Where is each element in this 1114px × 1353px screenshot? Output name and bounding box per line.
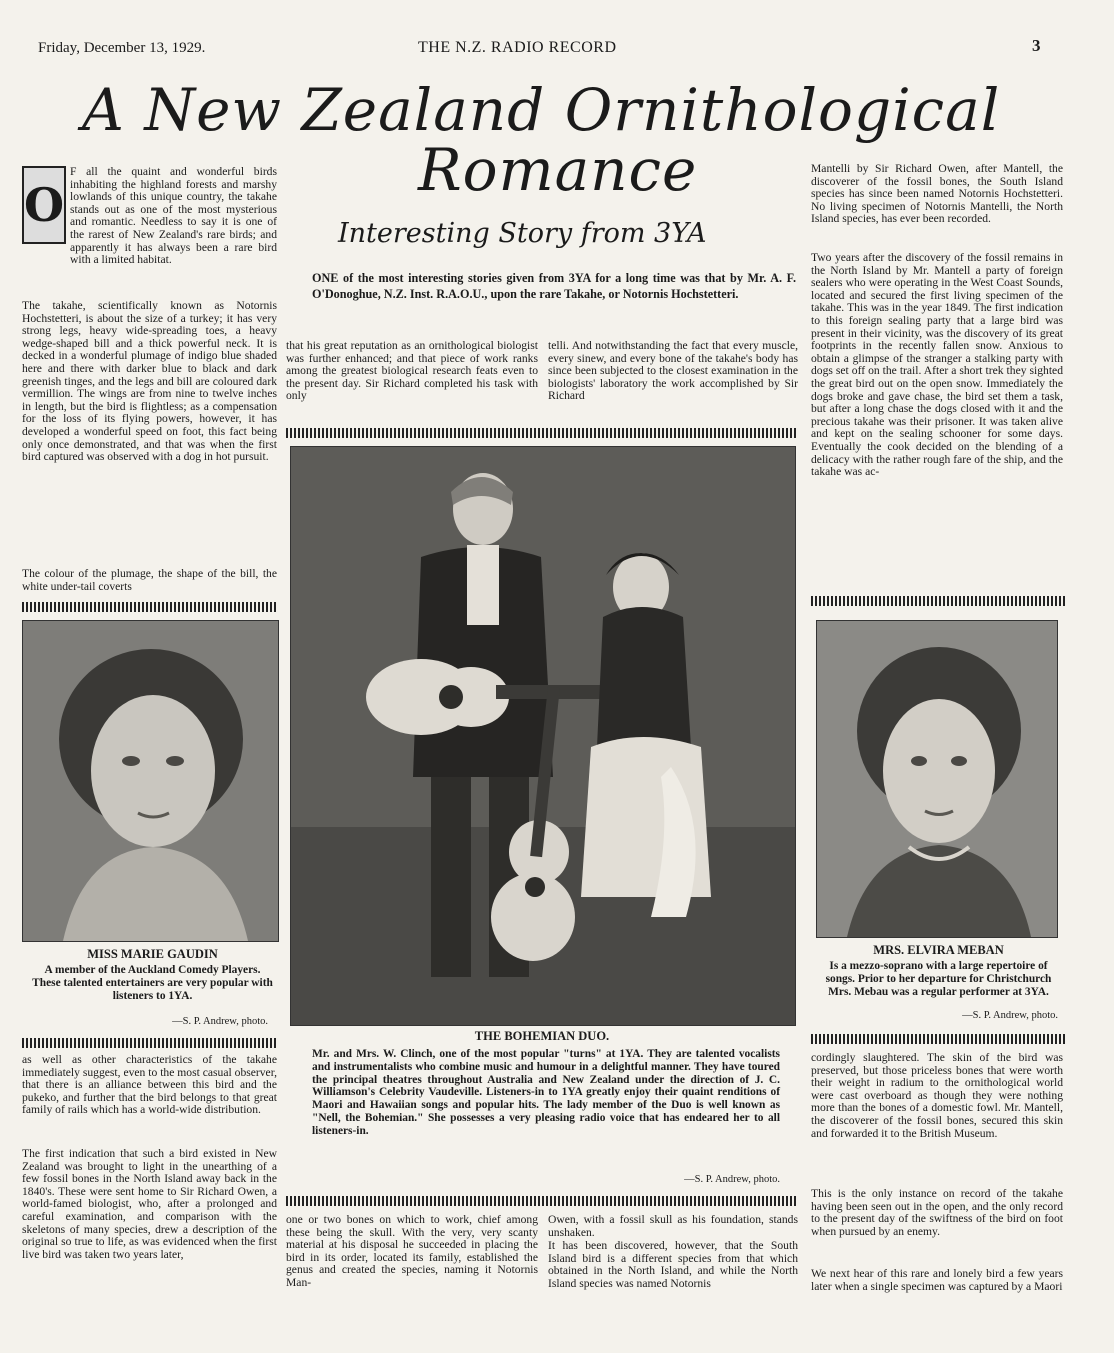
article-col4-bottom-p1: cordingly slaughtered. The skin of the bird was preserved, but those priceless bones that were worth their weight in radium to the ornithological world were cast overboard as though they were nothing more than the bones of a domestic fowl. Mr. Mantell, the discoverer of the fossil bones, secured this skin and forwarded it to the British Museum. xyxy=(811,1051,1063,1140)
photo-elvira-meban xyxy=(816,620,1058,938)
article-col1-bottom-p2: The first indication that such a bird existed in New Zealand was brought to light in the unearthing of a few fossil bones in the North Island away back in the 1840's. These were sent home to Sir Richard Owen, a world-famed biologist, who, after a prolonged and careful examination, and comparison with the skeletons of many species, drew a description of the original so true to life, as was evidenced when the first live bird was taken two years later, xyxy=(22,1147,277,1261)
column-rule xyxy=(22,1038,277,1048)
photo-credit-center: —S. P. Andrew, photo. xyxy=(684,1174,780,1185)
page-number: 3 xyxy=(1032,36,1041,55)
column-rule xyxy=(811,596,1066,606)
caption-title-center: THE BOHEMIAN DUO. xyxy=(474,1029,610,1043)
issue-date: Friday, December 13, 1929. xyxy=(38,40,206,56)
column-rule xyxy=(22,602,277,612)
article-col2-bottom: one or two bones on which to work, chief among these being the skull. With the very, very scanty material at his disposal he succeeded in placing the bird in its order, located its family, established the genus and created the species, naming it Notornis Man- xyxy=(286,1213,538,1289)
caption-name-left: MISS MARIE GAUDIN xyxy=(87,947,218,961)
article-col2-top: that his great reputation as an ornithological biologist was further enhanced; and that piece of work ranks among the greatest biological research feats even to the present day. Sir Richard completed his task with only xyxy=(286,339,538,403)
caption-text-center: Mr. and Mrs. W. Clinch, one of the most popular "turns" at 1YA. They are talented vocalists and instrumentalists who combine music and humour in a delightful manner. They have toured the principal theatres throughout Australia and New Zealand under the direction of J. C. Williamson's Celebrity Vaudeville. Listeners-in to 1YA greatly enjoy their quaint renditions of Maori and Hawaiian songs and popular hits. The lady member of the Duo is well known as "Nell, the Bohemian." She possesses a very pleasing radio voice that has endeared her to all listeners-in. xyxy=(312,1048,780,1137)
headline-line1: A New Zealand Ornithological xyxy=(82,76,1001,144)
column-rule xyxy=(286,1196,796,1206)
newspaper-title: THE N.Z. RADIO RECORD xyxy=(418,39,617,56)
photo-credit-right: —S. P. Andrew, photo. xyxy=(962,1010,1058,1021)
caption-text-right: Is a mezzo-soprano with a large repertoire of songs. Prior to her departure for Christchurch Mrs. Mebau was a regular performer at 3YA. xyxy=(825,960,1052,998)
headline-line2: Romance xyxy=(418,136,698,204)
column-rule xyxy=(811,1034,1066,1044)
article-col3-bottom-p2: It has been discovered, however, that the South Island bird is a different species from that which obtained in the North Island, and while the North Island species was named Notornis xyxy=(548,1239,798,1290)
caption-text-left: A member of the Auckland Comedy Players. These talented entertainers are very popular with listeners to 1YA. xyxy=(32,964,273,1002)
headline-subtitle: Interesting Story from 3YA xyxy=(338,218,707,249)
photo-credit-left: —S. P. Andrew, photo. xyxy=(172,1016,268,1027)
article-col4-p1: Mantelli by Sir Richard Owen, after Mantell, the discoverer of the fossil bones, the South Island species has since been named Notornis Hochstetteri. No living specimen of Notornis Mantelli, the North Island species, has ever been recorded. xyxy=(811,162,1063,226)
photo-bohemian-duo xyxy=(290,446,796,1026)
intro-paragraph: ONE of the most interesting stories given from 3YA for a long time was that by Mr. A. F. O'Donoghue, N.Z. Inst. R.A.O.U., upon the rare Takahe, or Notornis Hochstetteri. xyxy=(312,271,796,301)
article-col4-p2: Two years after the discovery of the fossil remains in the North Island by Mr. Mantell a party of foreign sealers who were operating in the West Coast Sounds, located and secured the first living specimen of the takahe. This was in the year 1849. The first indication to this foreign sealing party that a large bird was present in their vicinity, was the discovery of its great footprints in the recently fallen snow. Anxious to obtain a glimpse of the stranger a stalking party with dogs set off on the trail. After a short trek they sighted the great bird out on the open snow. Immediately the dogs broke and gave chase, the bird set them a task, but after a long chase the dogs closed with it and the precious takahe was their prisoner. It was taken alive and kept on the sealing schooner for some days. Eventually the cook decided on the blending of a delicacy with the rather rough fare of the ship, and the takahe was ac- xyxy=(811,251,1063,479)
article-col1-p2: The takahe, scientifically known as Notornis Hochstetteri, is about the size of a turkey; it has very strong legs, heavy wide-spreading toes, a heavy wedge-shaped bill and a thick powerful neck. It is decked in a wonderful plumage of indigo blue shaded here and there with darker blue to black and dark greenish tinges, and the legs and bill are coloured dark vermillion. The wings are from nine to twelve inches in length, but the bird is flightless; as a compensation for the loss of its flying powers, however, it has developed a wonderful speed on foot, this fact being only once demonstrated, and that was when the first bird captured was observed with a dog in hot pursuit. xyxy=(22,299,277,464)
column-rule xyxy=(286,428,796,438)
article-col3-bottom-p1: Owen, with a fossil skull as his foundation, stands unshaken. xyxy=(548,1213,798,1239)
article-col1-p1: F all the quaint and wonderful birds inhabiting the highland forests and marshy lowlands of this unique country, the takahe stands out as one of the most mysterious and romantic. Needless to say it is one of the rarest of New Zealand's rare birds; and apparently it has always been a rare bird with a limited habitat. xyxy=(70,165,277,267)
photo-marie-gaudin xyxy=(22,620,279,942)
article-col1-p3: The colour of the plumage, the shape of the bill, the white under-tail coverts xyxy=(22,567,277,593)
article-col4-bottom-p2: This is the only instance on record of the takahe having been seen out in the open, and the only record to the present day of the swiftness of the bird on foot when pursued by an enemy. xyxy=(811,1187,1063,1238)
caption-name-right: MRS. ELVIRA MEBAN xyxy=(873,943,1004,957)
article-col4-bottom-p3: We next hear of this rare and lonely bird a few years later when a single specimen was captured by a Maori xyxy=(811,1267,1063,1293)
drop-cap: O xyxy=(22,166,66,244)
article-col1-bottom-p1: as well as other characteristics of the takahe immediately suggest, even to the most casual observer, that there is an alliance between this bird and the pukeko, and further that the bird belongs to that great family of rails which has a world-wide distribution. xyxy=(22,1053,277,1117)
article-col3-top: telli. And notwithstanding the fact that every muscle, every sinew, and every bone of the takahe's body has since been subjected to the closest examination in the biologists' laboratory the work accomplished by Sir Richard xyxy=(548,339,798,403)
